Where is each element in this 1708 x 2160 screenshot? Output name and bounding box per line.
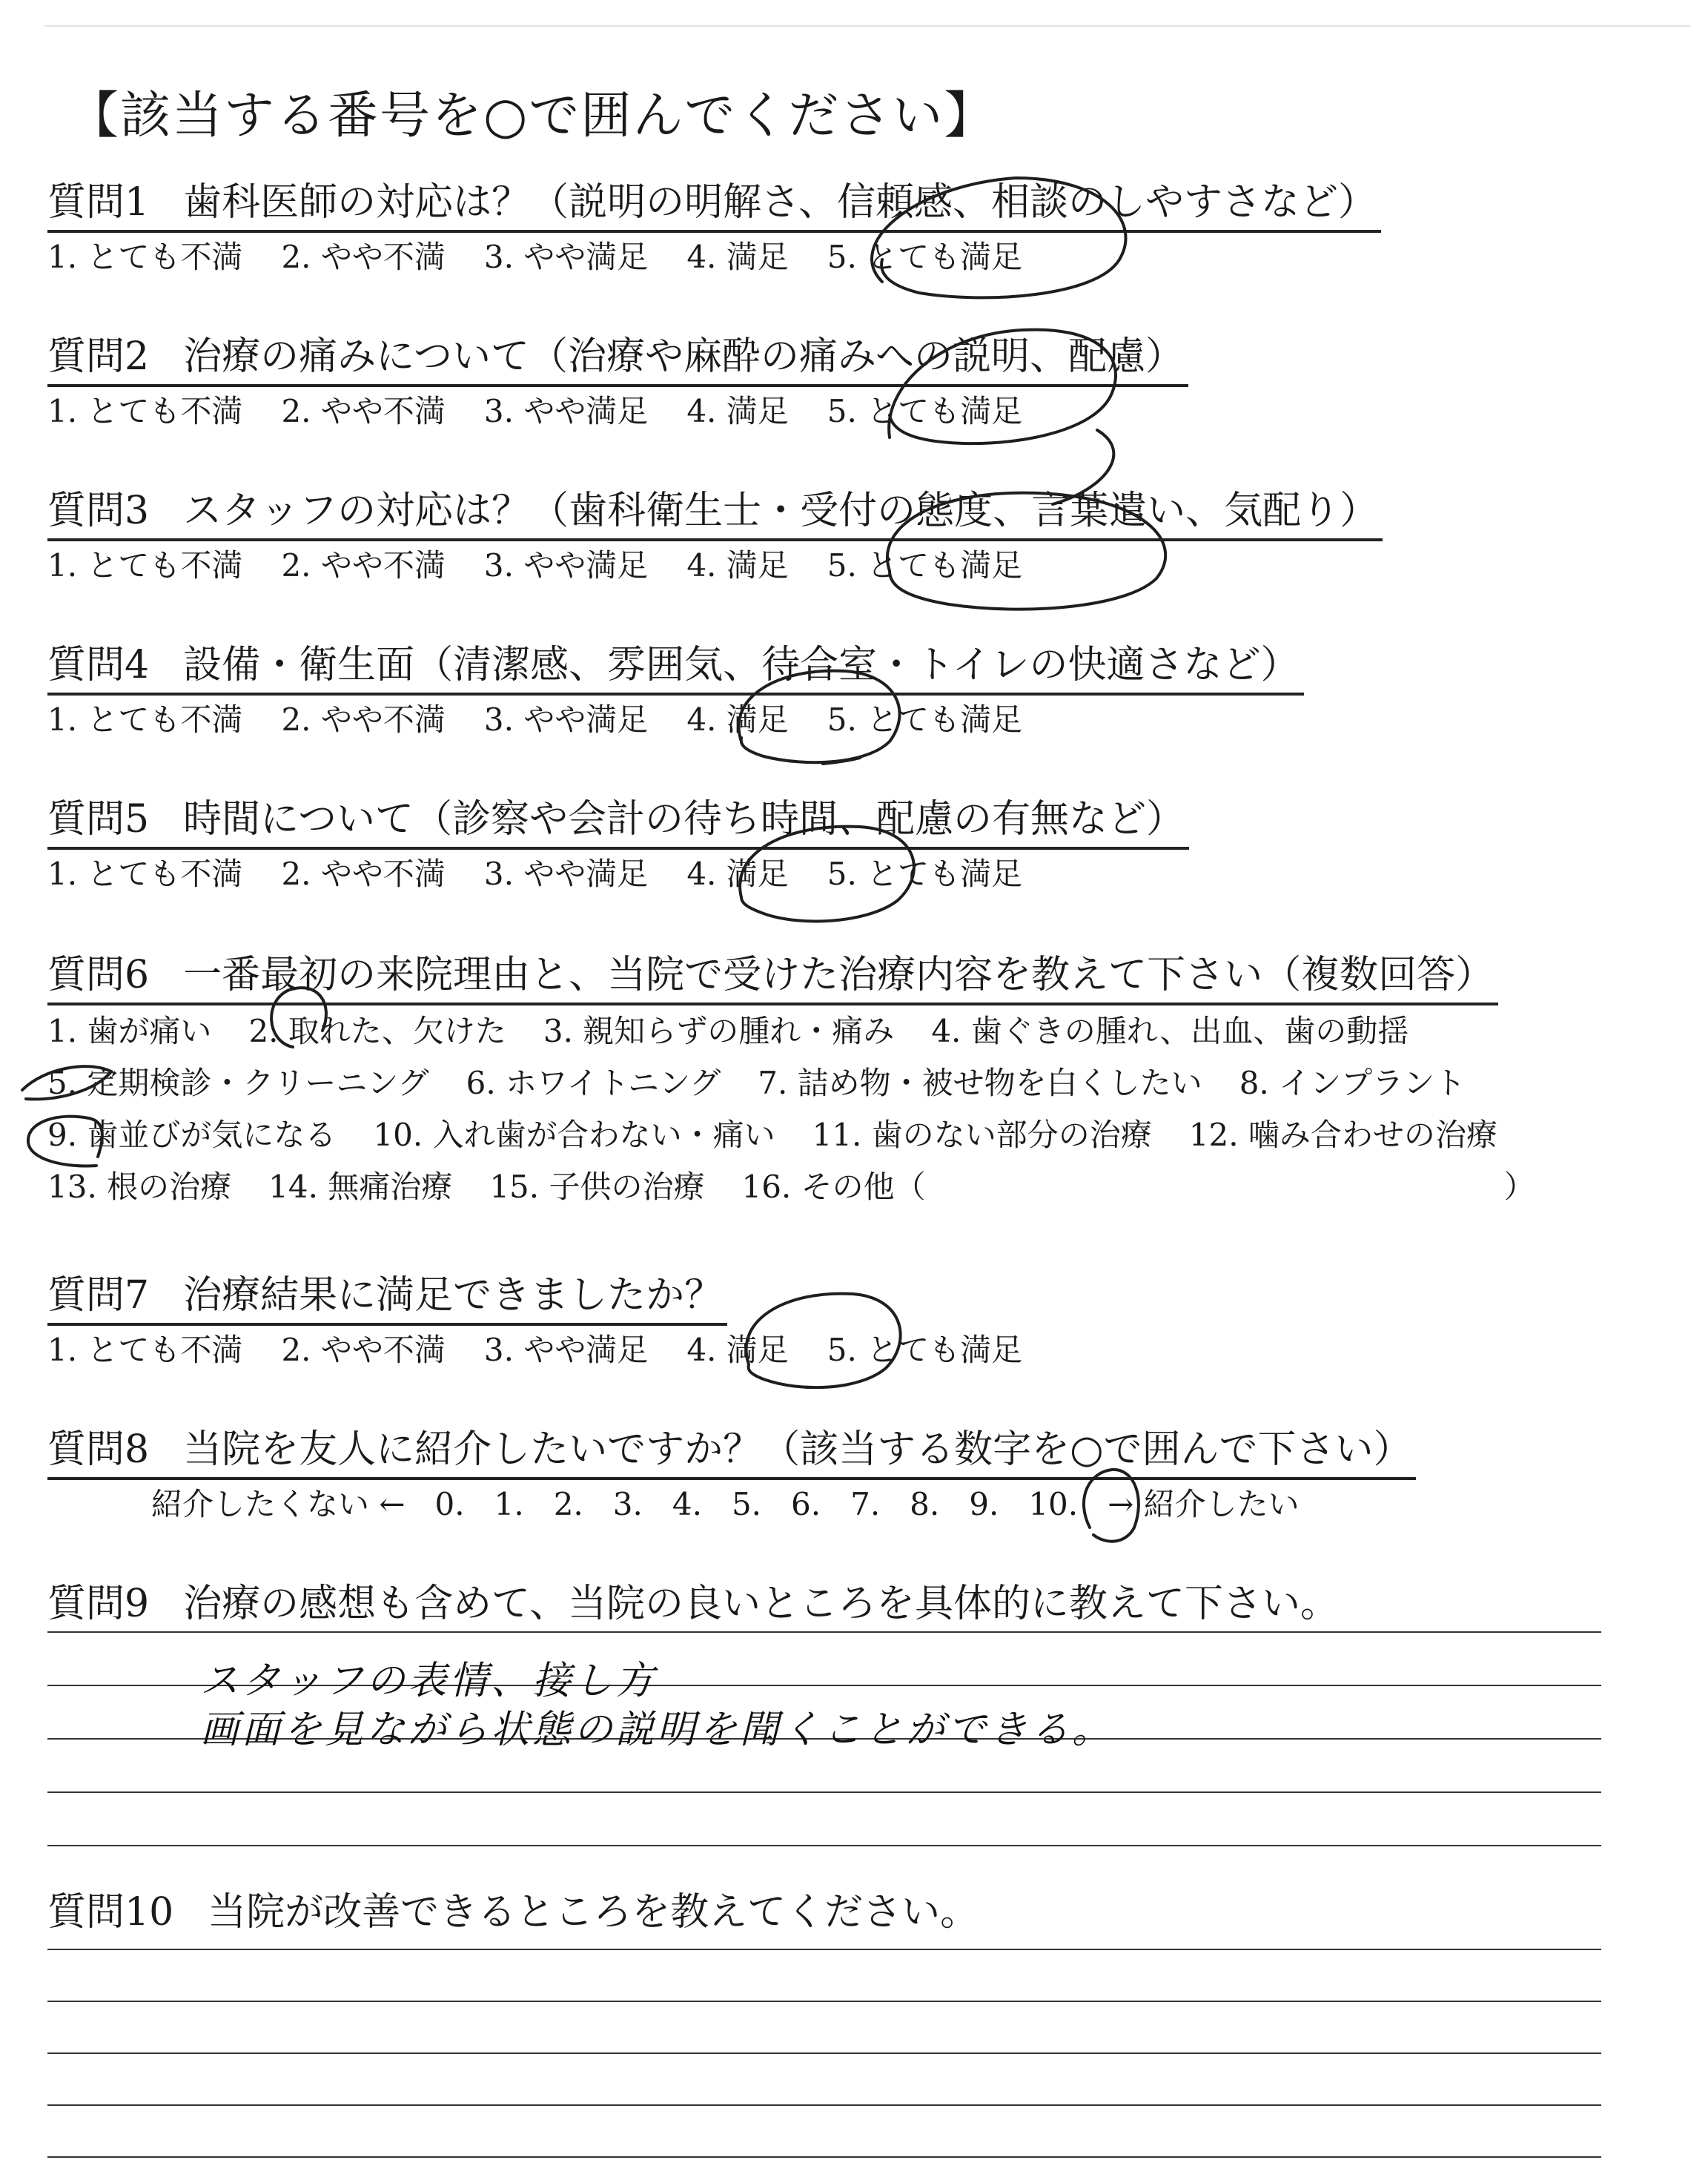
- handwritten-answer-line-1: スタッフの表情、接し方: [200, 1659, 658, 1703]
- option-3[interactable]: 3. やや満足: [483, 856, 649, 892]
- question-2: [47, 329, 1664, 435]
- option-5[interactable]: 5. とても満足: [827, 547, 1023, 584]
- question-text: 時間について（診察や会計の待ち時間、配慮の有無など）: [183, 797, 1185, 842]
- rating-options: [47, 697, 1664, 743]
- reason-option[interactable]: 11. 歯のない部分の治療: [812, 1117, 1152, 1153]
- answer-line: [47, 1631, 1601, 1633]
- question-text: 一番最初の来院理由と、当院で受けた治療内容を教えて下さい（複数回答）: [183, 953, 1494, 997]
- reason-row: [47, 1161, 1664, 1213]
- handwritten-answer-line-2: 画面を見ながら状態の説明を聞くことができる。: [200, 1708, 1114, 1752]
- answer-line: [47, 2156, 1601, 2158]
- other-blank-close: ）: [1503, 1169, 1535, 1205]
- answer-line: [47, 1949, 1601, 1950]
- question-number: 質問8: [47, 1427, 150, 1472]
- question-3: [47, 483, 1664, 589]
- question-number: 質問5: [47, 797, 150, 842]
- question-8: [47, 1422, 1664, 1529]
- question-7-title: [47, 1268, 727, 1326]
- question-9-title: [47, 1576, 1343, 1631]
- question-text: 当院を友人に紹介したいですか？（該当する数字を○で囲んで下さい）: [183, 1427, 1412, 1472]
- question-1: [47, 175, 1664, 280]
- question-3-title: [47, 483, 1383, 541]
- reason-option[interactable]: 10. 入れ歯が合わない・痛い: [373, 1117, 775, 1153]
- question-text: 治療の感想も含めて、当院の良いところを具体的に教えて下さい。: [183, 1582, 1340, 1626]
- option-4[interactable]: 4. 満足: [686, 701, 789, 738]
- reason-option[interactable]: 8. インプラント: [1239, 1065, 1466, 1101]
- question-text: 当院が改善できるところを教えてください。: [208, 1890, 979, 1935]
- option-2[interactable]: 2. やや不満: [281, 856, 446, 892]
- scale-value[interactable]: 5.: [731, 1486, 762, 1522]
- option-2[interactable]: 2. やや不満: [281, 701, 446, 738]
- question-2-title: [47, 329, 1188, 387]
- question-6: [47, 948, 1664, 1213]
- reason-option[interactable]: 16. その他（: [741, 1169, 926, 1205]
- form-header: 【該当する番号を○で囲んでください】: [68, 87, 996, 145]
- option-1[interactable]: 1. とても不満: [47, 547, 243, 584]
- question-number: 質問2: [47, 334, 150, 379]
- option-3[interactable]: 3. やや満足: [483, 1332, 649, 1368]
- reason-option[interactable]: 6. ホワイトニング: [466, 1065, 721, 1101]
- option-4[interactable]: 4. 満足: [686, 239, 789, 275]
- reason-option[interactable]: 3. 親知らずの腫れ・痛み: [543, 1013, 895, 1049]
- rating-options: [47, 234, 1664, 280]
- reason-option[interactable]: 15. 子供の治療: [489, 1169, 705, 1205]
- reason-option[interactable]: 7. 詰め物・被せ物を白くしたい: [758, 1065, 1202, 1101]
- question-number: 質問6: [47, 953, 150, 997]
- option-2[interactable]: 2. やや不満: [281, 1332, 446, 1368]
- scale-value[interactable]: 10.: [1028, 1486, 1079, 1522]
- q4-tick: [823, 758, 860, 764]
- reason-option[interactable]: 2. 取れた、欠けた: [248, 1013, 506, 1049]
- reason-option[interactable]: 12. 噛み合わせの治療: [1188, 1117, 1497, 1153]
- question-text: 治療結果に満足できましたか？: [183, 1273, 724, 1318]
- answer-line: [47, 2104, 1601, 2106]
- reason-option[interactable]: 5. 定期検診・クリーニング: [47, 1065, 429, 1101]
- scale-value[interactable]: 0.: [434, 1486, 465, 1522]
- option-2[interactable]: 2. やや不満: [281, 239, 446, 275]
- question-number: 質問10: [47, 1890, 174, 1935]
- option-5[interactable]: 5. とても満足: [827, 393, 1023, 429]
- option-1[interactable]: 1. とても不満: [47, 393, 243, 429]
- question-text: 設備・衛生面（清潔感、雰囲気、待合室・トイレの快適さなど）: [183, 643, 1300, 687]
- question-number: 質問7: [47, 1273, 150, 1318]
- scale-value[interactable]: 2.: [553, 1486, 583, 1522]
- rating-options: [47, 543, 1664, 589]
- option-1[interactable]: 1. とても不満: [47, 1332, 243, 1368]
- option-1[interactable]: 1. とても不満: [47, 701, 243, 738]
- question-5: [47, 792, 1664, 897]
- recommend-scale: [151, 1480, 1664, 1529]
- option-4[interactable]: 4. 満足: [686, 856, 789, 892]
- answer-line: [47, 1791, 1601, 1793]
- scale-value[interactable]: 4.: [672, 1486, 702, 1522]
- option-5[interactable]: 5. とても満足: [827, 1332, 1023, 1368]
- option-5[interactable]: 5. とても満足: [827, 239, 1023, 275]
- question-text: 治療の痛みについて（治療や麻酔の痛みへの説明、配慮）: [183, 334, 1185, 379]
- scale-value[interactable]: 8.: [910, 1486, 940, 1522]
- option-1[interactable]: 1. とても不満: [47, 239, 243, 275]
- question-6-title: [47, 948, 1498, 1005]
- scale-left-label: 紹介したくない ←: [151, 1486, 406, 1522]
- scale-right-label: → 紹介したい: [1108, 1486, 1300, 1522]
- reason-row: [47, 1109, 1664, 1161]
- rating-options: [47, 851, 1664, 897]
- reason-option[interactable]: 14. 無痛治療: [268, 1169, 453, 1205]
- question-7: [47, 1268, 1664, 1373]
- answer-line: [47, 2052, 1601, 2054]
- scale-value[interactable]: 6.: [791, 1486, 821, 1522]
- question-4-title: [47, 638, 1304, 696]
- scale-value[interactable]: 1.: [494, 1486, 524, 1522]
- reason-row: [47, 1057, 1664, 1109]
- reason-option[interactable]: 13. 根の治療: [47, 1169, 232, 1205]
- scale-value[interactable]: 7.: [850, 1486, 881, 1522]
- question-10: [47, 1885, 1664, 1940]
- rating-options: [47, 389, 1664, 435]
- question-number: 質問9: [47, 1582, 150, 1626]
- question-number: 質問3: [47, 489, 150, 533]
- top-border: [44, 25, 1690, 27]
- option-4[interactable]: 4. 満足: [686, 393, 789, 429]
- question-number: 質問4: [47, 643, 150, 687]
- scale-value[interactable]: 9.: [969, 1486, 999, 1522]
- scale-value[interactable]: 3.: [612, 1486, 643, 1522]
- option-4[interactable]: 4. 満足: [686, 1332, 789, 1368]
- option-2[interactable]: 2. やや不満: [281, 393, 446, 429]
- question-1-title: [47, 175, 1381, 233]
- reason-option[interactable]: 9. 歯並びが気になる: [47, 1117, 337, 1153]
- rating-options: [47, 1327, 1664, 1373]
- reason-option[interactable]: 4. 歯ぐきの腫れ、出血、歯の動揺: [931, 1013, 1409, 1049]
- question-text: スタッフの対応は？（歯科衛生士・受付の態度、言葉遣い、気配り）: [183, 489, 1379, 533]
- question-10-title: [47, 1885, 983, 1940]
- reason-option[interactable]: 1. 歯が痛い: [47, 1013, 212, 1049]
- question-8-title: [47, 1422, 1416, 1480]
- option-5[interactable]: 5. とても満足: [827, 701, 1023, 738]
- answer-line: [47, 2001, 1601, 2002]
- option-2[interactable]: 2. やや不満: [281, 547, 446, 584]
- option-1[interactable]: 1. とても不満: [47, 856, 243, 892]
- option-4[interactable]: 4. 満足: [686, 547, 789, 584]
- question-number: 質問1: [47, 180, 150, 225]
- question-text: 歯科医師の対応は？（説明の明解さ、信頼感、相談のしやすさなど）: [183, 180, 1377, 225]
- question-5-title: [47, 792, 1189, 850]
- option-3[interactable]: 3. やや満足: [483, 393, 649, 429]
- question-4: [47, 638, 1664, 743]
- option-3[interactable]: 3. やや満足: [483, 239, 649, 275]
- option-5[interactable]: 5. とても満足: [827, 856, 1023, 892]
- option-3[interactable]: 3. やや満足: [483, 547, 649, 584]
- option-3[interactable]: 3. やや満足: [483, 701, 649, 738]
- answer-line: [47, 1845, 1601, 1846]
- question-9: [47, 1576, 1664, 1631]
- reason-row: [47, 1005, 1664, 1057]
